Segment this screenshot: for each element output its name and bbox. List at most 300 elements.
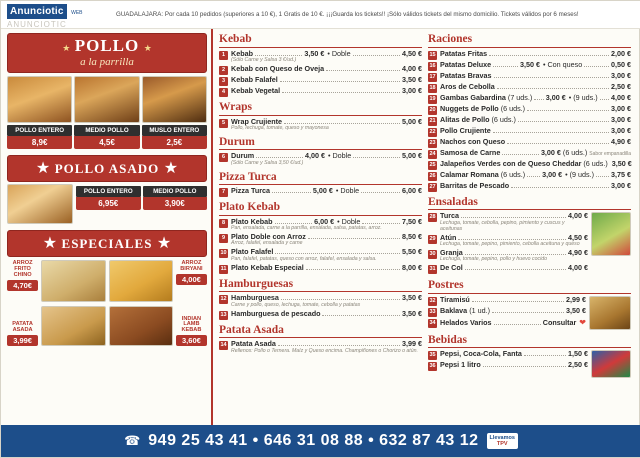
item-name: Pepsi 1 litro	[440, 360, 481, 370]
menu-item	[428, 182, 631, 192]
leader-dots	[518, 121, 609, 122]
category-title: Hamburguesas	[219, 278, 422, 293]
asado-option	[76, 186, 141, 210]
menu-columns	[213, 29, 640, 427]
brand-logo	[7, 1, 112, 29]
item-name: Plato Kebab	[231, 216, 273, 226]
item-number: 23	[429, 139, 436, 146]
menu-item	[219, 187, 422, 197]
item-extra: (6 uds.)	[491, 114, 516, 124]
category-title: Kebab	[219, 33, 422, 48]
item-name: De Col	[440, 263, 463, 272]
item-number: 35	[429, 352, 436, 359]
item-extra: (1 ud.)	[469, 305, 490, 315]
especiales-banner-title: ESPECIALES	[61, 236, 153, 252]
lamb-kebab-photo	[109, 306, 173, 346]
category-title: Durum	[219, 136, 422, 151]
leader-dots	[465, 254, 566, 255]
asado-row	[7, 184, 207, 224]
item-price: 8,50 €	[402, 232, 422, 242]
option-price: 2,5€	[142, 136, 207, 149]
star-icon: ★	[143, 43, 152, 53]
item-desc: Lechuga, tomate, pepino, pollo y huevo cocido	[440, 256, 547, 263]
star-icon: ★	[35, 160, 51, 178]
item-name: Kebab	[231, 48, 253, 58]
menu-item	[428, 296, 586, 306]
menu-item	[428, 116, 631, 126]
category-title: Patata Asada	[219, 324, 422, 339]
item-name: Samosa de Carne	[440, 147, 501, 157]
item-extra: (6 uds.)	[562, 147, 588, 157]
leader-dots	[494, 77, 609, 78]
menu-item	[219, 152, 422, 166]
leader-dots	[255, 55, 302, 56]
leader-dots	[527, 176, 540, 177]
footer-contact-bar	[1, 425, 640, 457]
item-price: 8,00 €	[402, 262, 422, 272]
menu-item	[428, 50, 631, 60]
item-name: Helados Varios	[440, 317, 492, 327]
chicken-photo	[74, 76, 139, 123]
menu-item	[428, 94, 631, 104]
item-name: Nachos con Queso	[440, 136, 506, 146]
especial-price: 4,70€	[7, 280, 38, 291]
item-price: 3,50 €	[402, 308, 422, 318]
asado-banner-title: POLLO ASADO	[54, 161, 160, 177]
pollo-options-row	[7, 125, 207, 149]
item-name: Turca	[440, 211, 460, 221]
especial-item	[176, 260, 207, 302]
menu-item	[428, 83, 631, 93]
menu-item	[428, 361, 588, 371]
pollo-option	[142, 125, 207, 149]
item-number: 16	[429, 62, 436, 69]
leader-dots	[308, 238, 400, 239]
leader-dots	[256, 157, 303, 158]
item-name: Hamburguesa de pescado	[231, 308, 321, 318]
menu-item	[219, 218, 422, 232]
item-name: Patatas Deluxe	[440, 59, 492, 69]
item-price: 3,00 €	[611, 114, 631, 124]
item-price: 5,00 €	[402, 116, 422, 126]
leader-dots	[280, 81, 400, 82]
leader-dots	[353, 157, 400, 158]
option-price: 3,90€	[143, 197, 208, 210]
especial-label: ARROZ BIRYANI	[180, 260, 203, 272]
item-desc: Rellenos: Pollo o Ternera. Maíz y Queso encima. Champiñones o Chorizo o atún.	[231, 347, 418, 354]
item-number: 9	[219, 234, 228, 243]
item-price: 6,00 €	[314, 216, 335, 226]
item-extra: • Doble	[335, 186, 360, 196]
item-name: Alitas de Pollo	[440, 114, 490, 124]
especial-price: 4,00€	[176, 274, 207, 285]
item-extra: (7 uds.)	[507, 92, 533, 102]
brand-name: Anunciotic	[7, 4, 67, 19]
item-desc: (Sólo Carne y Salsa 3,50 €/ud.)	[231, 159, 304, 166]
item-desc: Lechuga, tomate, cebolla, pepino, pimiento y cuscus y aceitunas	[440, 219, 565, 232]
item-name: Calamar Romana	[440, 169, 499, 179]
pollo-banner-title: POLLO	[74, 36, 140, 55]
item-price: 3,00 €	[611, 180, 631, 190]
tpv-bottom-label: TPV	[496, 441, 508, 447]
option-label: MEDIO POLLO	[143, 186, 208, 197]
item-name: Atún	[440, 232, 457, 242]
leader-dots	[493, 132, 609, 133]
brand-web-tag: WEB	[71, 9, 83, 16]
biryani-rice-photo	[109, 260, 173, 302]
leader-dots	[534, 99, 543, 100]
leader-dots	[326, 70, 400, 71]
leader-dots	[472, 301, 564, 302]
item-name: Kebab Vegetal	[231, 85, 281, 95]
item-number: 2	[219, 66, 228, 75]
leader-dots	[275, 223, 313, 224]
star-icon: ★	[156, 235, 172, 253]
leader-dots	[507, 143, 609, 144]
item-number: 11	[220, 265, 227, 272]
item-desc: (Sólo Carne y Salsa 3 €/ud.)	[231, 56, 297, 63]
item-price: 3,50 €	[402, 293, 422, 303]
option-label: POLLO ENTERO	[76, 186, 141, 197]
item-number: 36	[429, 363, 436, 370]
item-name: Hamburguesa	[231, 293, 279, 303]
banner-stars-top	[8, 37, 206, 56]
menu-item	[428, 234, 588, 248]
baked-potato-photo	[41, 306, 105, 346]
item-number: 19	[429, 95, 436, 102]
leader-dots	[281, 299, 400, 300]
item-extra-price: 6,00 €	[402, 186, 422, 196]
item-number: 6	[219, 153, 228, 162]
menu-item	[428, 350, 588, 360]
item-number: 3	[219, 77, 228, 86]
item-name: Patatas Bravas	[440, 70, 492, 80]
leader-dots	[489, 55, 609, 56]
item-extra: • Doble	[337, 216, 361, 226]
item-price: 3,50 €	[304, 48, 325, 58]
item-price: 3,00 €	[542, 169, 563, 179]
menu-item	[428, 127, 631, 137]
item-price: 1,50 €	[568, 349, 588, 359]
item-price: 4,90 €	[611, 136, 631, 146]
item-extra-price: 4,00 €	[611, 92, 631, 102]
asado-options	[76, 184, 207, 224]
item-price: 2,50 €	[568, 360, 588, 370]
option-label: MUSLO ENTERO	[142, 125, 207, 136]
item-price: 3,00 €	[540, 147, 561, 157]
item-price: 4,00 €	[304, 151, 325, 161]
heart-icon: ❤	[579, 317, 586, 327]
item-price: Consultar	[542, 317, 577, 327]
item-number: 8	[219, 219, 228, 228]
pollo-asado-banner	[7, 155, 207, 182]
item-name: Kebab Falafel	[231, 74, 278, 84]
pollo-photo-row	[7, 76, 207, 123]
item-number: 34	[429, 319, 436, 326]
item-name: Patatas Fritas	[440, 48, 488, 58]
item-extra-2: • (9 uds.)	[565, 169, 594, 179]
menu-item	[219, 50, 422, 64]
category-title: Bebidas	[428, 334, 631, 349]
leader-dots	[493, 66, 518, 67]
item-price: 2,99 €	[566, 294, 586, 304]
item-extra: (6 uds.)	[500, 103, 526, 113]
item-name: Tiramisú	[440, 294, 470, 304]
menu-item	[428, 61, 631, 71]
item-price: 3,50 €	[519, 59, 540, 69]
especial-item	[7, 321, 38, 346]
item-extra: • Doble	[327, 151, 352, 161]
option-label: MEDIO POLLO	[74, 125, 139, 136]
especiales-row-1	[7, 260, 207, 302]
pollo-option	[74, 125, 139, 149]
menu-item	[219, 264, 422, 274]
leader-dots	[272, 192, 311, 193]
item-price: 4,50 €	[568, 232, 588, 242]
item-price: 5,50 €	[402, 247, 422, 257]
asado-options-row	[76, 186, 207, 210]
leader-dots	[497, 88, 609, 89]
leader-dots	[511, 187, 609, 188]
item-number: 7	[219, 188, 228, 197]
menu-item	[219, 76, 422, 86]
item-desc: Pan, ensalada, carne a la parrilla, ensalada, salsa, patatas, arroz.	[231, 225, 382, 232]
item-number: 26	[429, 172, 436, 179]
item-extra: • Con queso	[542, 59, 583, 69]
menu-item	[428, 160, 631, 170]
especial-price: 3,60€	[176, 335, 207, 346]
leader-dots	[275, 253, 400, 254]
item-desc: Arroz, falafel, ensalada y carne	[231, 240, 303, 247]
item-number: 17	[429, 73, 436, 80]
menu-item	[428, 249, 588, 263]
item-name: Wrap Crujiente	[231, 116, 282, 126]
option-price: 4,5€	[74, 136, 139, 149]
phone-numbers[interactable]: 949 25 43 41 • 646 31 08 88 • 632 87 43 12	[148, 432, 479, 449]
category-title: Ensaladas	[428, 196, 631, 211]
item-number: 4	[219, 88, 228, 97]
item-number: 24	[429, 150, 436, 157]
item-extra-price: 5,00 €	[402, 151, 422, 161]
item-name: Gambas Gabardina	[440, 92, 506, 102]
category-title: Pizza Turca	[219, 171, 422, 186]
item-desc: Carne y pollo, queso, lechuga, tomate, cebolla y patatas	[231, 301, 361, 308]
item-name: Plato Falafel	[231, 247, 274, 257]
leader-dots	[284, 123, 400, 124]
drinks-photo	[591, 350, 631, 378]
item-extra-price: 7,50 €	[402, 216, 422, 226]
leader-dots	[282, 92, 400, 93]
item-price: 4,00 €	[402, 63, 422, 73]
item-desc: Pollo, lechuga, tomate, queso y mayonesa	[231, 124, 329, 131]
item-price: 3,99 €	[402, 339, 422, 349]
item-extra-price: 3,75 €	[611, 169, 631, 179]
leader-dots	[465, 269, 566, 270]
item-price: 3,50 €	[611, 158, 632, 168]
leader-dots	[278, 345, 400, 346]
item-price: 2,50 €	[611, 81, 631, 91]
option-price: 8,9€	[7, 136, 72, 149]
salad-photo	[591, 212, 631, 256]
especial-label: INDIAN LAMB KEBAB	[181, 315, 202, 334]
item-number: 12	[220, 296, 227, 303]
especial-label: PATATA ASADA	[12, 321, 33, 334]
leader-dots	[362, 223, 400, 224]
menu-item	[219, 294, 422, 308]
item-number: 20	[429, 106, 436, 113]
item-name: Nuggets de Pollo	[440, 103, 499, 113]
menu-item	[219, 248, 422, 262]
menu-column-1	[219, 33, 428, 427]
menu-item	[219, 233, 422, 247]
item-number: 33	[429, 308, 436, 315]
item-name: Plato Doble con Arroz	[231, 232, 306, 242]
especial-label: ARROZ FRITO CHINO	[12, 260, 33, 278]
brand-subtitle: ANUNCIOTIC	[7, 19, 67, 29]
item-extra-price: 4,50 €	[402, 48, 423, 58]
item-extra-price: 0,50 €	[611, 59, 632, 69]
menu-item	[428, 171, 631, 181]
roast-chicken-photo	[7, 184, 73, 224]
item-number: 27	[429, 183, 436, 190]
especial-price: 3,99€	[7, 335, 38, 346]
item-desc: Pan, falafel, patatas, queso con arroz, falafel, ensalada y salsa.	[231, 255, 377, 262]
option-label: POLLO ENTERO	[7, 125, 72, 136]
category-title: Plato Kebab	[219, 201, 422, 216]
menu-item	[428, 212, 588, 232]
item-number: 25	[429, 161, 436, 168]
leader-dots	[483, 366, 566, 367]
star-icon: ★	[163, 160, 179, 178]
menu-item	[219, 87, 422, 97]
pollo-option	[7, 125, 72, 149]
item-name: Aros de Cebolla	[440, 81, 495, 91]
leader-dots	[502, 154, 539, 155]
menu-item	[428, 138, 631, 148]
item-desc: Lechuga, tomate, pepino, pimiento, cebolla aceituna y queso	[440, 240, 580, 247]
fried-rice-photo	[41, 260, 105, 302]
left-column	[1, 29, 213, 427]
item-name: Baklava	[440, 305, 468, 315]
menu-column-2	[428, 33, 637, 427]
item-extra: • Doble	[327, 48, 351, 58]
item-number: 14	[220, 342, 227, 349]
leader-dots	[527, 110, 609, 111]
star-icon: ★	[42, 235, 58, 253]
item-name: Barritas de Pescado	[440, 180, 510, 190]
category-title: Postres	[428, 279, 631, 294]
item-name: Durum	[231, 151, 255, 161]
item-name: Patata Asada	[231, 339, 276, 349]
item-extra: (6 uds.)	[583, 158, 608, 168]
item-name: Pizza Turca	[231, 186, 271, 196]
item-extra-2: Sabor empanadilla	[589, 150, 631, 157]
menu-item	[219, 340, 422, 354]
item-number: 28	[429, 214, 436, 221]
item-price: 4,00 €	[568, 211, 588, 221]
leader-dots	[361, 192, 400, 193]
category-title: Raciones	[428, 33, 631, 48]
header-bar	[1, 1, 640, 29]
item-number: 21	[429, 117, 436, 124]
menu-item	[219, 310, 422, 320]
especial-item	[7, 260, 38, 302]
item-name: Pollo Crujiente	[440, 125, 491, 135]
asado-option	[143, 186, 208, 210]
menu-item	[428, 105, 631, 115]
item-number: 5	[219, 119, 228, 128]
item-number: 15	[429, 51, 436, 58]
menu-item	[428, 264, 588, 274]
item-price: 3,50 €	[402, 74, 422, 84]
item-price: 3,00 €	[611, 125, 631, 135]
item-price: 3,50 €	[566, 305, 586, 315]
leader-dots	[353, 55, 400, 56]
leader-dots	[306, 269, 400, 270]
item-price: 3,00 €	[402, 85, 422, 95]
leader-dots	[492, 312, 564, 313]
especiales-row-2	[7, 306, 207, 346]
leader-dots	[322, 315, 400, 316]
item-number: 32	[429, 297, 436, 304]
item-extra-2: • (9 uds.)	[568, 92, 598, 102]
item-number: 18	[429, 84, 436, 91]
item-price: 4,00 €	[568, 263, 588, 272]
promo-text: GUADALAJARA: Por cada 10 pedidos (superiores a 10 €), 1 Gratis de 10 €. ¡¡¡Guarda los tickets!! ¡Sólo válidos tickets del mismo domicilio. Tickets válidos por 6 meses!	[116, 10, 579, 18]
item-name: Granja	[440, 247, 463, 257]
item-name: Jalapeños Verdes con de Queso Cheddar	[440, 158, 582, 168]
menu-item	[219, 118, 422, 132]
pollo-parrilla-banner	[7, 33, 207, 73]
pollo-banner-subtitle: a la parrilla	[80, 56, 134, 68]
phone-icon: ☎	[124, 433, 141, 448]
star-icon: ★	[62, 43, 71, 53]
leader-dots	[461, 217, 566, 218]
item-number: 1	[219, 51, 228, 60]
tpv-top-label: Llevamos	[489, 434, 515, 441]
menu-item	[428, 307, 586, 317]
menu-item	[428, 318, 586, 328]
tpv-badge	[487, 433, 518, 449]
item-number: 10	[220, 250, 227, 257]
leader-dots	[524, 355, 566, 356]
especiales-banner	[7, 230, 207, 257]
leader-dots	[600, 99, 609, 100]
menu-item	[428, 149, 631, 159]
item-price: 2,00 €	[611, 48, 631, 58]
grill-photo	[142, 76, 207, 123]
item-price: 3,00 €	[545, 92, 566, 102]
especial-item	[176, 316, 207, 347]
chicken-photo	[7, 76, 72, 123]
item-number: 13	[220, 311, 227, 318]
item-number: 30	[429, 250, 436, 257]
dessert-photo	[589, 296, 631, 330]
item-extra: (6 uds.)	[500, 169, 526, 179]
category-title: Wraps	[219, 101, 422, 116]
item-number: 22	[429, 128, 436, 135]
menu-item	[219, 65, 422, 75]
menu-body	[1, 29, 640, 427]
leader-dots	[458, 239, 566, 240]
leader-dots	[494, 324, 541, 325]
item-price: 4,90 €	[568, 247, 588, 257]
leader-dots	[584, 66, 609, 67]
menu-item	[428, 72, 631, 82]
item-price: 5,00 €	[312, 186, 333, 196]
leader-dots	[596, 176, 609, 177]
item-name: Kebab con Queso de Oveja	[231, 63, 325, 73]
